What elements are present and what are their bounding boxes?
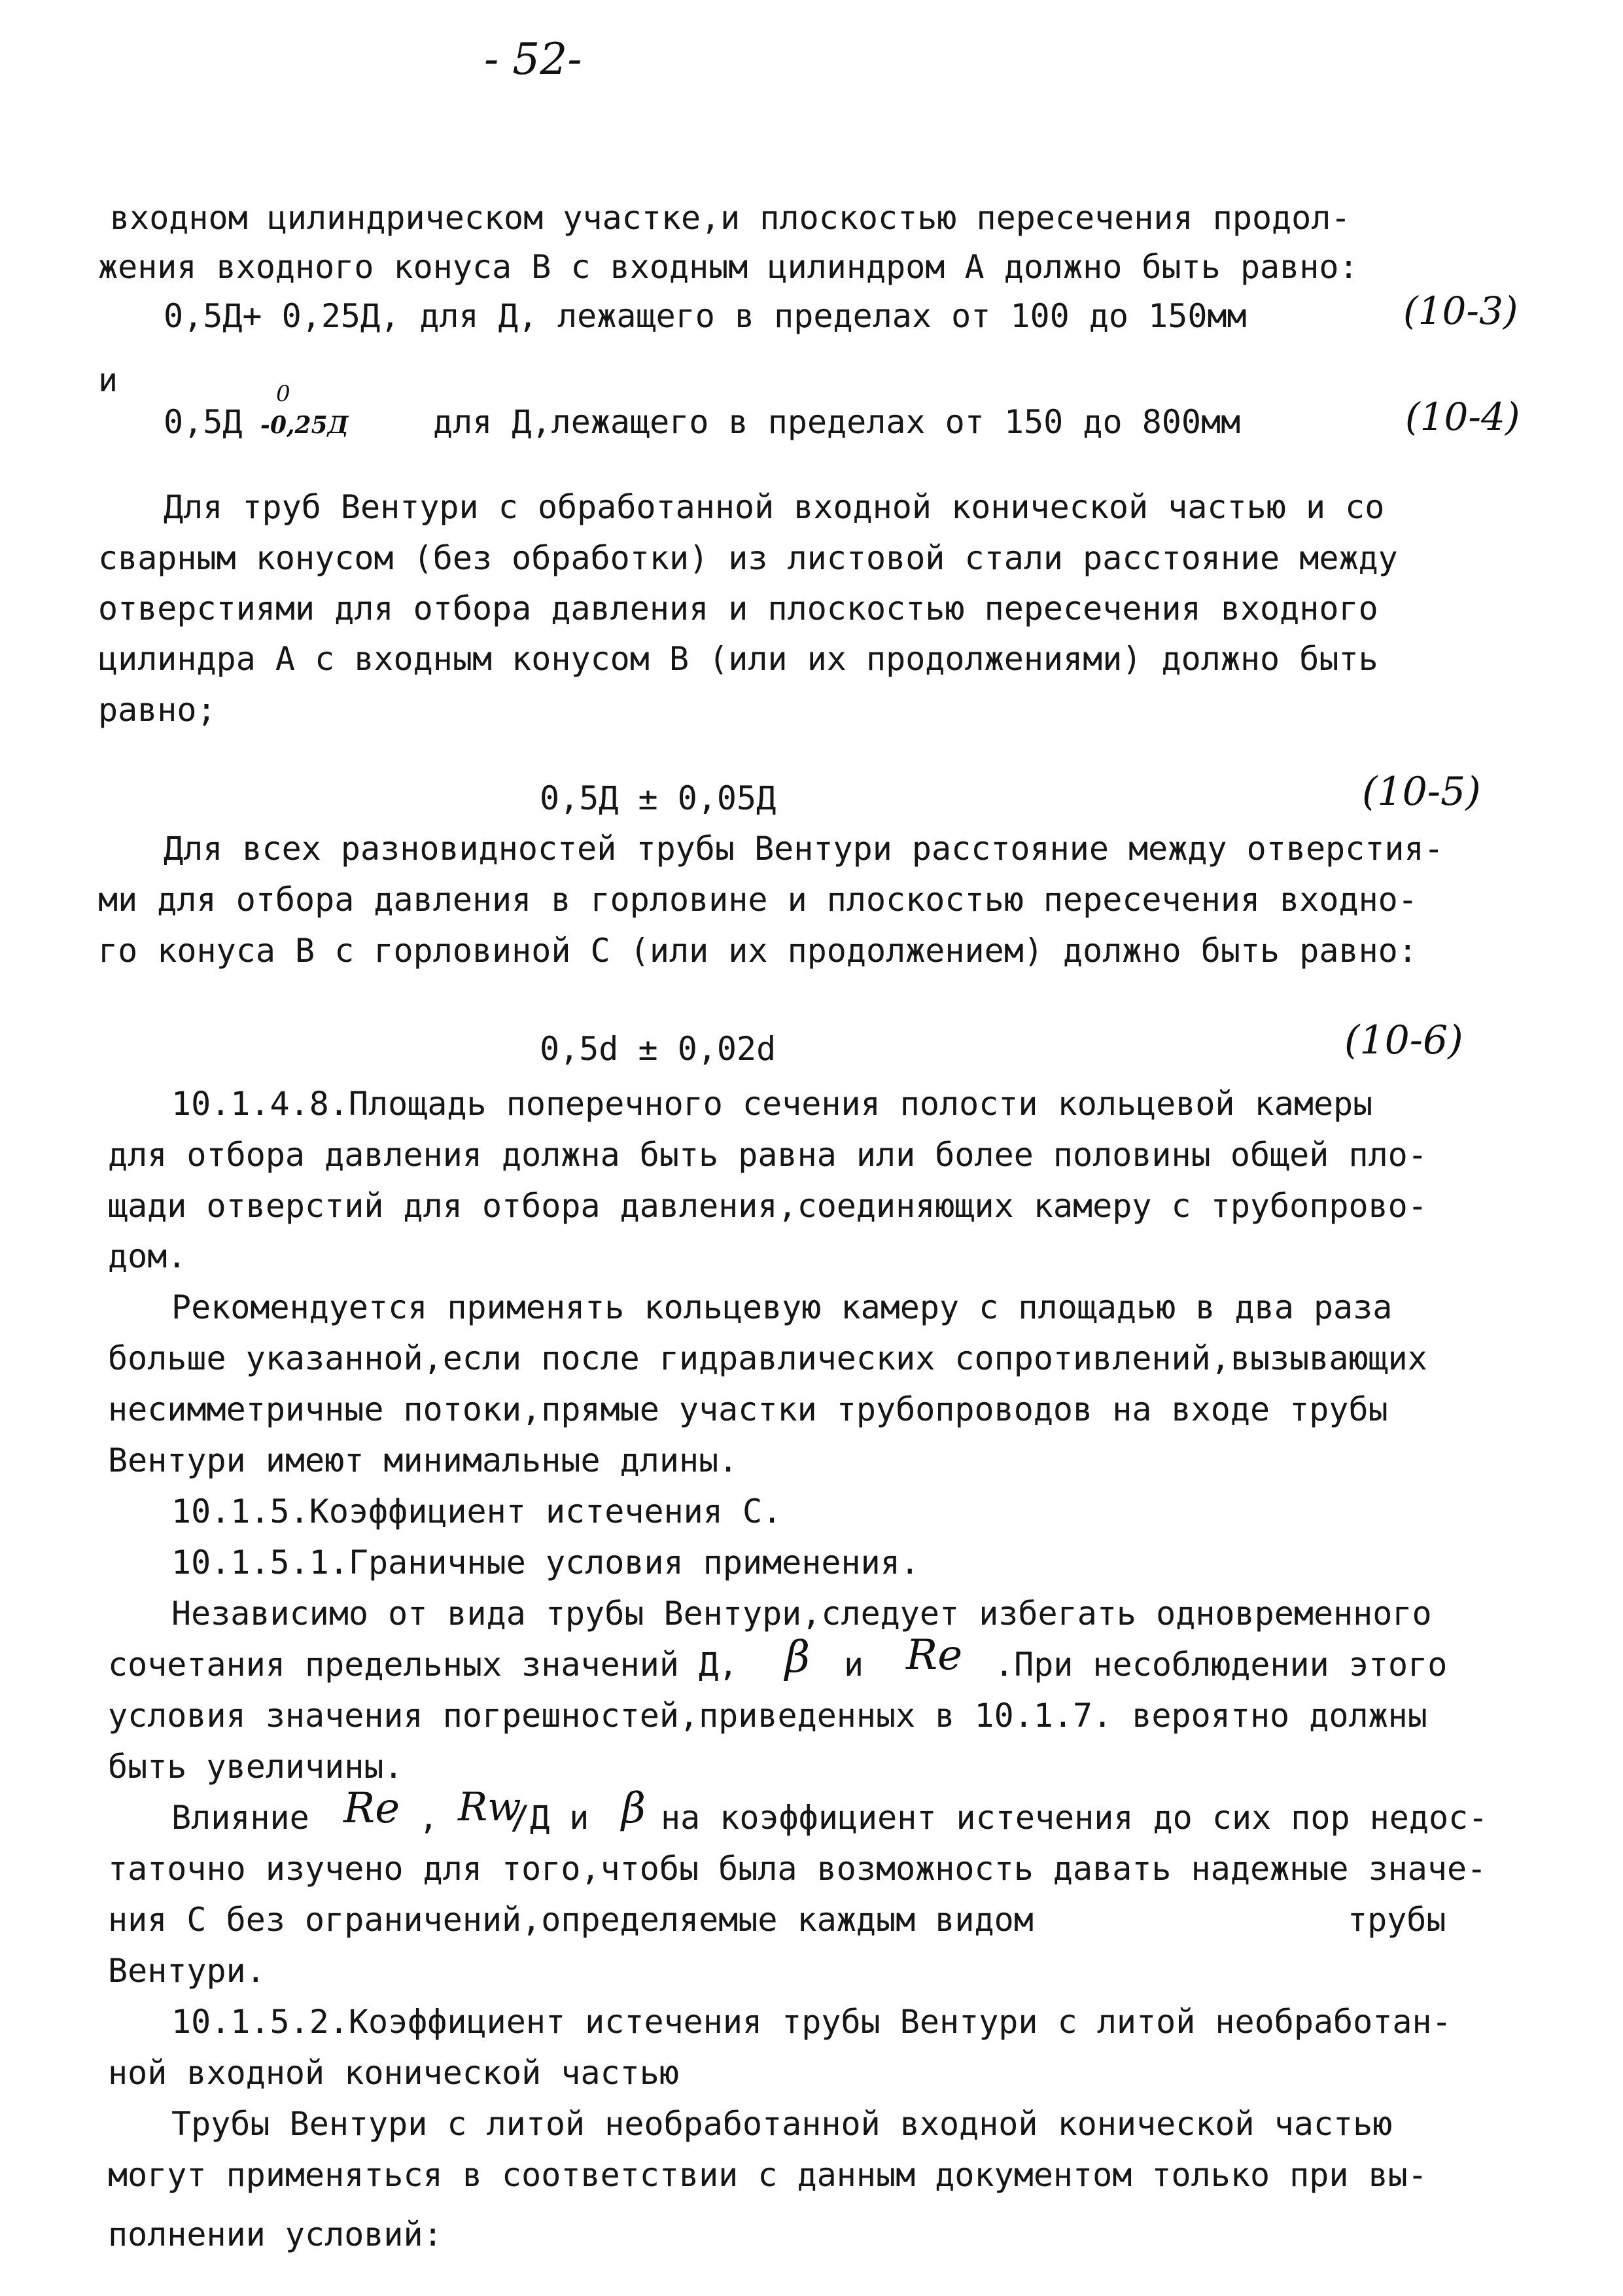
equation-label: (10-4) — [1405, 395, 1520, 439]
roughness-symbol: Rw — [458, 1784, 521, 1830]
text-line: Влияние — [171, 1799, 309, 1837]
text-line: Для всех разновидностей трубы Вентури расстояние между отверстия- — [164, 830, 1444, 868]
text-line: ми для отбора давления в горловине и плоскостью пересечения входно- — [98, 881, 1418, 919]
text-line: больше указанной,если после гидравлических сопротивлений,вызывающих — [108, 1339, 1427, 1377]
text-line: жения входного конуса В с входным цилиндром А должно быть равно: — [98, 248, 1359, 286]
page-number: - 52- — [484, 34, 582, 84]
text-line: Независимо от вида трубы Вентури,следует избегать одновременного — [171, 1595, 1432, 1633]
text-line: сварным конусом (без обработки) из листовой стали расстояние между — [98, 539, 1398, 577]
text-line: Вентури имеют минимальные длины. — [108, 1441, 739, 1479]
formula-line: 0,5Д — [164, 403, 243, 441]
text-line: /Д и — [510, 1799, 589, 1837]
text-line: , — [419, 1799, 439, 1837]
text-line: Рекомендуется применять кольцевую камеру с площадью в два раза — [171, 1288, 1393, 1326]
tolerance-lower: -0,25Д — [260, 412, 349, 439]
reynolds-symbol: Re — [343, 1784, 400, 1833]
formula-line: 0,5Д+ 0,25Д, для Д, лежащего в пределах от 100 до 150мм — [164, 297, 1247, 335]
section-heading: 10.1.5.Коэффициент истечения С. — [171, 1492, 782, 1530]
text-line: щади отверстий для отбора давления,соединяющих камеру с трубопрово- — [108, 1187, 1427, 1225]
text-line: равно; — [98, 691, 217, 729]
tolerance-upper: 0 — [276, 381, 290, 407]
text-line: Вентури. — [108, 1952, 266, 1990]
formula-line: 0,5d ± 0,02d — [540, 1030, 777, 1068]
text-line: сочетания предельных значений Д, — [108, 1646, 739, 1684]
text-line: и — [844, 1646, 864, 1684]
section-heading: 10.1.4.8.Площадь поперечного сечения полости кольцевой камеры — [171, 1085, 1373, 1123]
text-line: ной входной конической частью — [108, 2054, 679, 2092]
text-line: .При несоблюдении этого — [994, 1646, 1448, 1684]
text-line: и — [98, 361, 118, 399]
reynolds-symbol: Re — [906, 1631, 963, 1680]
text-line: го конуса В с горловиной С (или их продолжением) должно быть равно: — [98, 932, 1418, 970]
section-heading: 10.1.5.2.Коэффициент истечения трубы Вентури с литой необработан- — [171, 2003, 1452, 2041]
text-line: трубы — [1348, 1901, 1446, 1939]
text-line: могут применяться в соответствии с данным документом только при вы- — [108, 2156, 1427, 2194]
text-line: входном цилиндрическом участке,и плоскостью пересечения продол- — [110, 199, 1351, 237]
equation-label: (10-3) — [1403, 289, 1518, 333]
text-line: Трубы Вентури с литой необработанной входной конической частью — [171, 2105, 1393, 2143]
equation-label: (10-5) — [1362, 769, 1481, 815]
formula-line: для Д,лежащего в пределах от 150 до 800мм — [433, 403, 1241, 441]
text-line: быть увеличины. — [108, 1748, 404, 1786]
text-line: отверстиями для отбора давления и плоскостью пересечения входного — [98, 590, 1378, 627]
text-line: ния С без ограничений,определяемые каждым видом — [108, 1901, 1034, 1939]
text-line: несимметричные потоки,прямые участки трубопроводов на входе трубы — [108, 1390, 1388, 1428]
text-line: таточно изучено для того,чтобы была возможность давать надежные значе- — [108, 1850, 1487, 1888]
text-line: на коэффициент истечения до сих пор недос- — [661, 1799, 1488, 1837]
beta-symbol: β — [785, 1632, 811, 1682]
text-line: условия значения погрешностей,приведенных в 10.1.7. вероятно должны — [108, 1697, 1427, 1735]
equation-label: (10-6) — [1344, 1017, 1463, 1063]
section-heading: 10.1.5.1.Граничные условия применения. — [171, 1544, 920, 1581]
text-line: дом. — [108, 1237, 187, 1275]
text-line: полнении условий: — [108, 2216, 443, 2253]
text-line: Для труб Вентури с обработанной входной конической частью и со — [164, 488, 1385, 526]
text-line: цилиндра А с входным конусом В (или их продолжениями) должно быть — [98, 640, 1378, 678]
text-line: для отбора давления должна быть равна или более половины общей пло- — [108, 1136, 1427, 1174]
beta-symbol: β — [621, 1784, 646, 1833]
formula-line: 0,5Д ± 0,05Д — [540, 779, 777, 817]
